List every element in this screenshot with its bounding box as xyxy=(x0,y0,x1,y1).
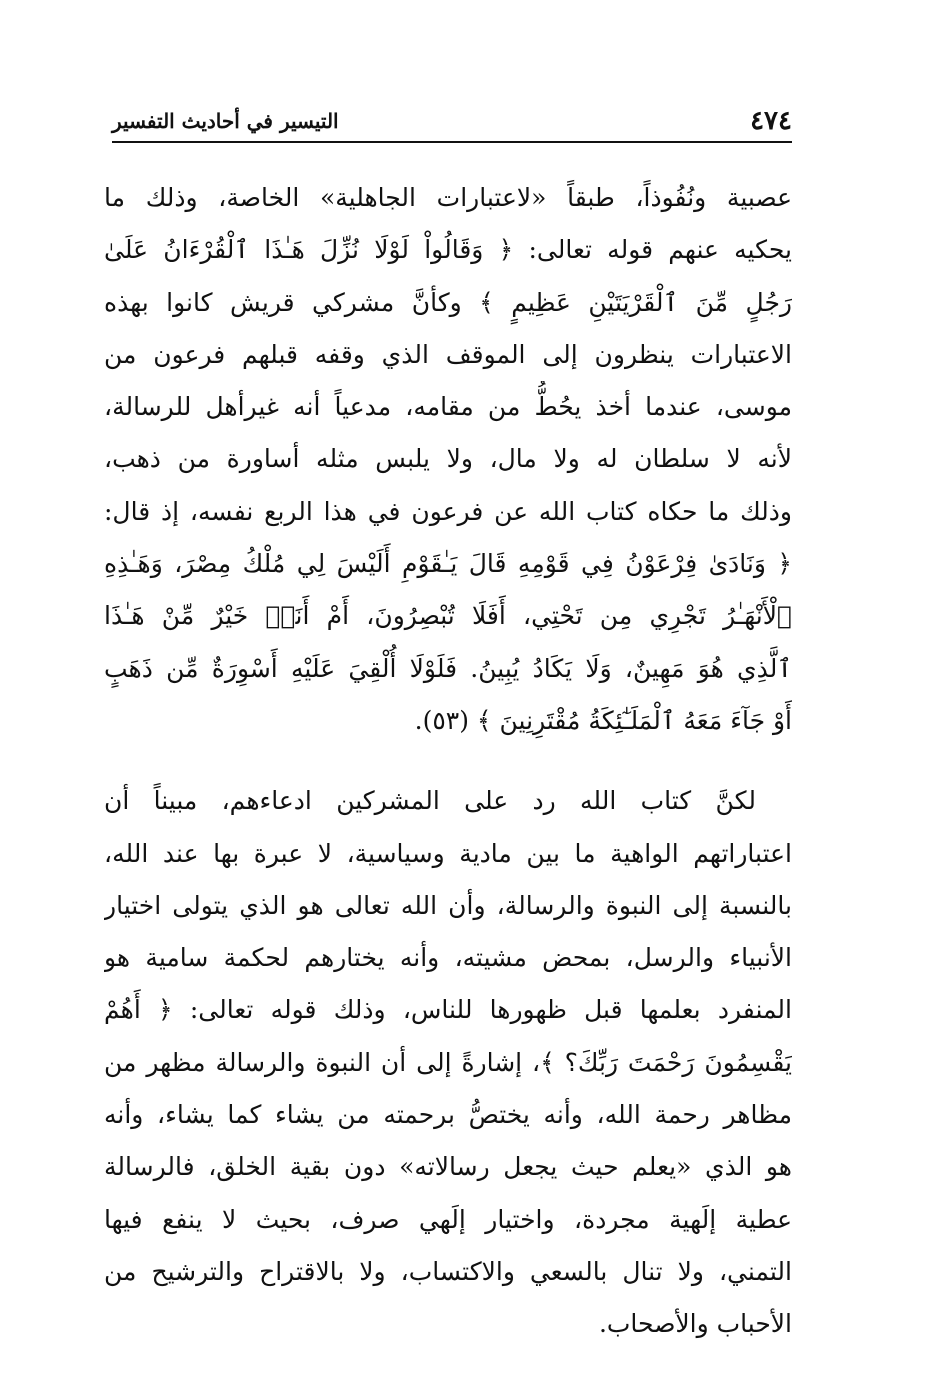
text-line: لأنه لا سلطان له ولا مال، ولا يلبس مثله أساورة من ذهب، xyxy=(104,444,792,474)
text-line: الأحباب والأصحاب. xyxy=(598,1309,792,1339)
body-text xyxy=(104,172,792,1351)
text-line: اعتباراتهم الواهية ما بين مادية وسياسية، لا عبرة بها عند الله، xyxy=(104,838,792,868)
text-line: موسى، عندما أخذ يحُطُّ من مقامه، مدعياً أنه غيرأهل للرسالة، xyxy=(104,392,792,422)
text-line: المنفرد بعلمها قبل ظهورها للناس، وذلك قوله تعالى: ﴿ أَهُمْ xyxy=(104,995,792,1025)
text-line: ٱلَّذِي هُوَ مَهِينٌ، وَلَا يَكَادُ يُبِينُ. فَلَوْلَا أُلْقِيَ عَلَيْهِ أَسْوِرَةٌ مِّن ذَهَبٍ xyxy=(104,653,792,683)
text-line: رَجُلٍ مِّنَ ٱلْقَرْيَتَيْنِ عَظِيمٍ ﴾ وكأنَّ مشركي قريش كانوا بهذه xyxy=(104,287,792,317)
text-line: الأنبياء والرسل، بمحض مشيته، وأنه يختارهم لحكمة سامية هو xyxy=(104,943,792,973)
page-number: ٤٧٤ xyxy=(750,106,792,136)
text-line: ﴿ وَنَادَىٰ فِرْعَوْنُ فِي قَوْمِهِ قَالَ يَـٰقَوْمِ أَلَيْسَ لِي مُلْكُ مِصْرَ، وَهَـٰذِهِ xyxy=(104,549,792,579)
text-line: مظاهر رحمة الله، وأنه يختصُّ برحمته من يشاء كما يشاء، وأنه xyxy=(104,1100,792,1130)
paragraph-1 xyxy=(104,172,792,747)
running-title: التيسير في أحاديث التفسير xyxy=(112,109,339,133)
paragraph-gap xyxy=(104,747,792,775)
text-line: الاعتبارات ينظرون إلى الموقف الذي وقفه قبلهم فرعون من xyxy=(104,339,792,369)
text-line: التمني، ولا تنال بالسعي والاكتساب، ولا بالاقتراح والترشيح من xyxy=(104,1256,792,1286)
text-line: أَوْ جَآءَ مَعَهُ ٱلْمَلَـٰٓئِكَةُ مُقْتَرِنِينَ ﴾ (٥٣). xyxy=(414,705,792,735)
text-line: ٱلْأَنْهَـٰرُ تَجْرِي مِن تَحْتِي، أَفَلَا تُبْصِرُونَ، أَمْ أَنَا۠ خَيْرٌ مِّنْ هَـٰذَا xyxy=(104,601,792,631)
text-line: وذلك ما حكاه كتاب الله عن فرعون في هذا الربع نفسه، إذ قال: xyxy=(104,496,792,526)
text-line: لكنَّ كتاب الله رد على المشركين ادعاءهم، مبيناً أن xyxy=(104,786,756,816)
header-rule xyxy=(112,141,792,143)
page-header xyxy=(112,104,792,144)
text-line: هو الذي «يعلم حيث يجعل رسالاته» دون بقية الخلق، فالرسالة xyxy=(104,1152,792,1182)
paragraph-2 xyxy=(104,775,792,1350)
text-line: بالنسبة إلى النبوة والرسالة، وأن الله تعالى هو الذي يتولى اختيار xyxy=(104,890,792,920)
text-line: يَقْسِمُونَ رَحْمَتَ رَبِّكَ؟ ﴾، إشارةً إلى أن النبوة والرسالة مظهر من xyxy=(104,1047,792,1077)
text-line: يحكيه عنهم قوله تعالى: ﴿ وَقَالُواْ لَوْلَا نُزِّلَ هَـٰذَا ٱلْقُرْءَانُ عَلَىٰ xyxy=(104,235,792,265)
text-line: عصبية ونُفُوذاً، طبقاً «لاعتبارات الجاهلية» الخاصة، وذلك ما xyxy=(104,183,792,212)
text-line: عطية إلَهية مجردة، واختيار إلَهي صرف، بحيث لا ينفع فيها xyxy=(104,1204,792,1234)
